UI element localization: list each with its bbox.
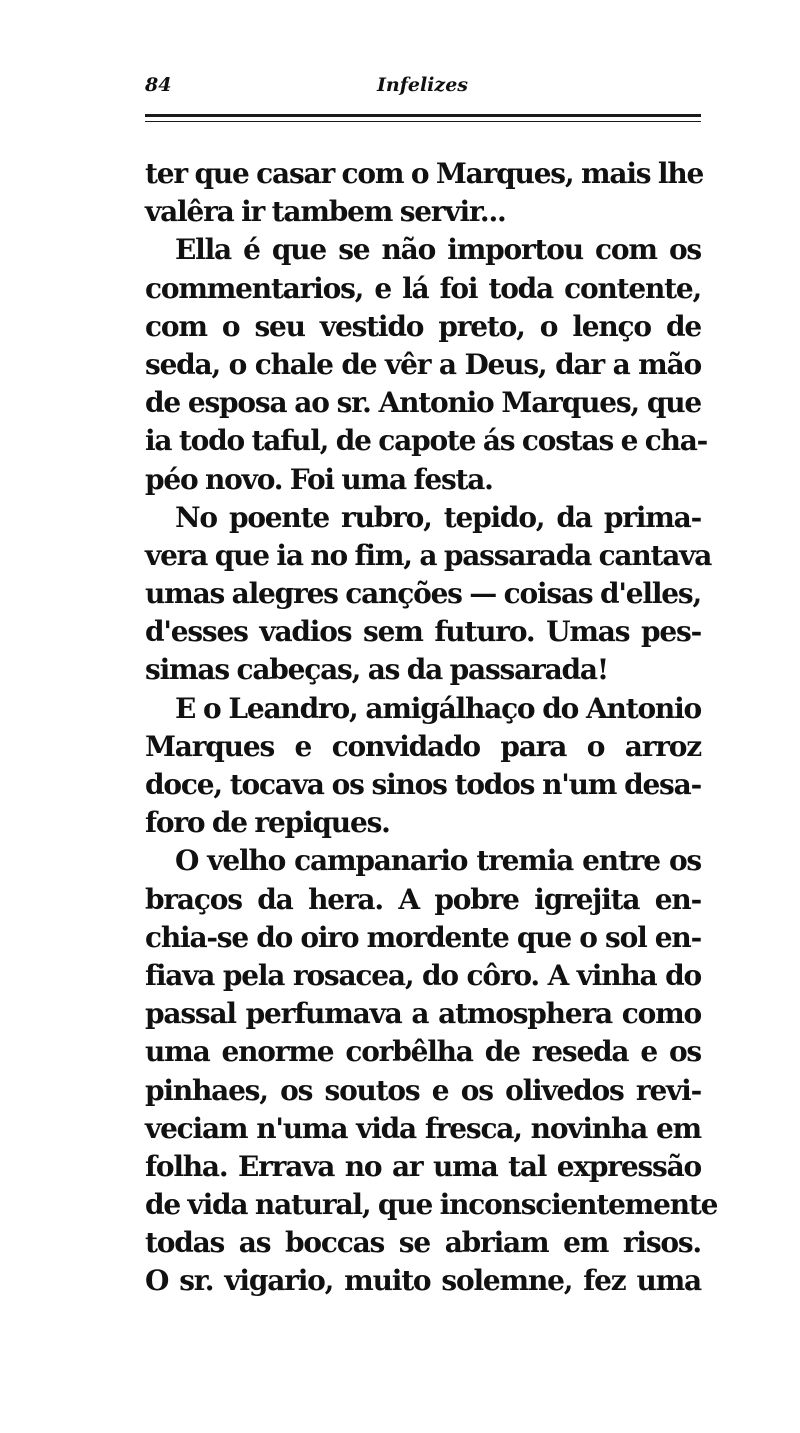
text-line: ter que casar com o Marques, mais lhe — [145, 157, 704, 190]
page-number: 84 — [145, 74, 172, 96]
text-line: O velho campanario tremia entre os — [175, 844, 701, 878]
text-line: pinhaes, os soutos e os olivedos revi- — [145, 1073, 701, 1107]
text-line: braços da hera. A pobre igrejita en- — [145, 882, 701, 916]
text-line: seda, o chale de vêr a Deus, dar a mão — [145, 347, 701, 381]
text-line: fiava pela rosacea, do côro. A vinha do — [145, 958, 701, 992]
text-line: veciam n'uma vida fresca, novinha em — [145, 1111, 701, 1145]
text-line: doce, tocava os sinos todos n'um desa- — [145, 768, 701, 801]
text-line: chia-se do oiro mordente que o sol en- — [145, 920, 701, 954]
text-line: O sr. vigario, muito solemne, fez uma — [145, 1264, 701, 1298]
text-line: Marques e convidado para o arroz — [145, 729, 701, 763]
text-line: valêra ir tambem servir... — [145, 195, 506, 229]
text-line: commentarios, e lá foi toda contente, — [145, 271, 701, 305]
text-line: folha. Errava no ar uma tal expressão — [145, 1149, 701, 1183]
running-title: Infelizes — [377, 74, 468, 96]
text-line: d'esses vadios sem futuro. Umas pes- — [145, 615, 701, 649]
text-line: passal perfumava a atmosphera como — [145, 997, 701, 1031]
text-line: de vida natural, que inconscientemente — [145, 1188, 718, 1222]
text-line: E o Leandro, amigálhaço do Antonio — [175, 691, 701, 725]
text-line: uma enorme corbêlha de reseda e os — [145, 1035, 701, 1069]
text-line: No poente rubro, tepido, da prima- — [175, 500, 701, 534]
text-line: vera que ia no fim, a passarada cantava — [145, 538, 712, 572]
text-line: de esposa ao sr. Antonio Marques, que — [145, 386, 701, 420]
text-line: simas cabeças, as da passarada! — [145, 653, 608, 687]
text-line: foro de repiques. — [145, 806, 390, 840]
text-line: umas alegres canções — coisas d'elles, — [145, 577, 701, 611]
text-line: péo novo. Foi uma festa. — [145, 462, 493, 496]
text-line: Ella é que se não importou com os — [175, 233, 701, 267]
text-line: ia todo taful, de capote ás costas e cha- — [145, 424, 708, 458]
running-head — [145, 70, 700, 100]
body-text — [145, 155, 718, 1301]
text-line: com o seu vestido preto, o lenço de — [145, 309, 701, 343]
text-line: todas as boccas se abriam em risos. — [145, 1226, 701, 1260]
header-rule-thick — [145, 114, 701, 117]
header-rule-thin — [145, 121, 701, 122]
